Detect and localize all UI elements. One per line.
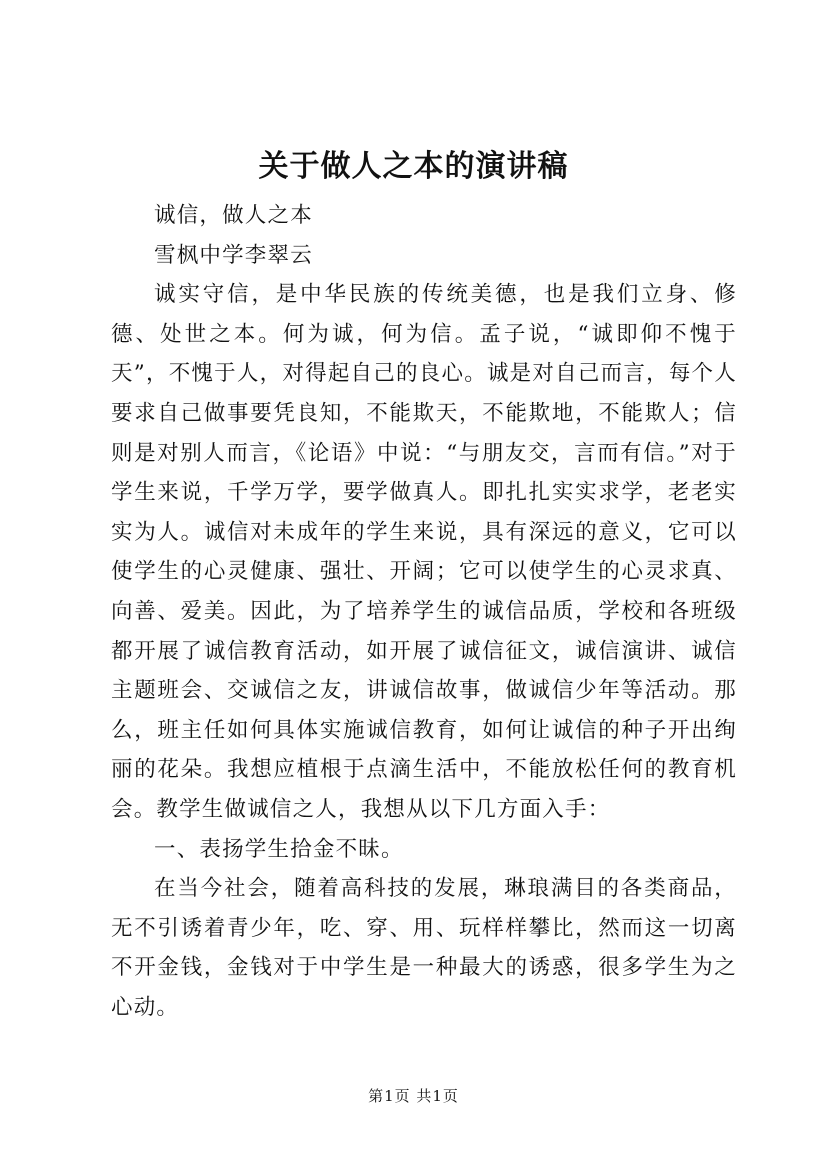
document-title: 关于做人之本的演讲稿 bbox=[258, 149, 569, 184]
section-heading-paragraph: 一、表扬学生拾金不昧。 bbox=[154, 836, 404, 862]
subtitle-paragraph: 诚信，做人之本 bbox=[154, 203, 313, 228]
body-paragraph: 在当今社会，随着高科技的发展，琳琅满目的各类商品，无不引诱着青少年，吃、穿、用、玩样样攀比，然而这一切离不开金钱，金钱对于中学生是一种最大的诱惑，很多学生为之心动。 bbox=[111, 876, 737, 1020]
document-body bbox=[111, 196, 737, 1027]
page-footer: 第1页 共1页 bbox=[368, 1087, 459, 1105]
body-paragraph: 诚实守信，是中华民族的传统美德，也是我们立身、修德、处世之本。何为诚，何为信。孟子说，“诚即仰不愧于天”，不愧于人，对得起自己的良心。诚是对自己而言，每个人要求自己做事要凭良知，不能欺天，不能欺地，不能欺人；信则是对别人而言，《论语》中说：“与朋友交，言而有信。”对于学生来说，千学万学，要学做真人。即扎扎实实求学，老老实实为人。诚信对未成年的学生来说，具有深远的意义，它可以使学生的心灵健康、强壮、开阔；它可以使学生的心灵求真、向善、爱美。因此，为了培养学生的诚信品质，学校和各班级都开展了诚信教育活动，如开展了诚信征文，诚信演讲、诚信主题班会、交诚信之友，讲诚信故事，做诚信少年等活动。那么，班主任如何具体实施诚信教育，如何让诚信的种子开出绚丽的花朵。我想应植根于点滴生活中，不能放松任何的教育机会。教学生做诚信之人，我想从以下几方面入手： bbox=[111, 282, 737, 822]
author-paragraph: 雪枫中学李翠云 bbox=[154, 242, 313, 268]
